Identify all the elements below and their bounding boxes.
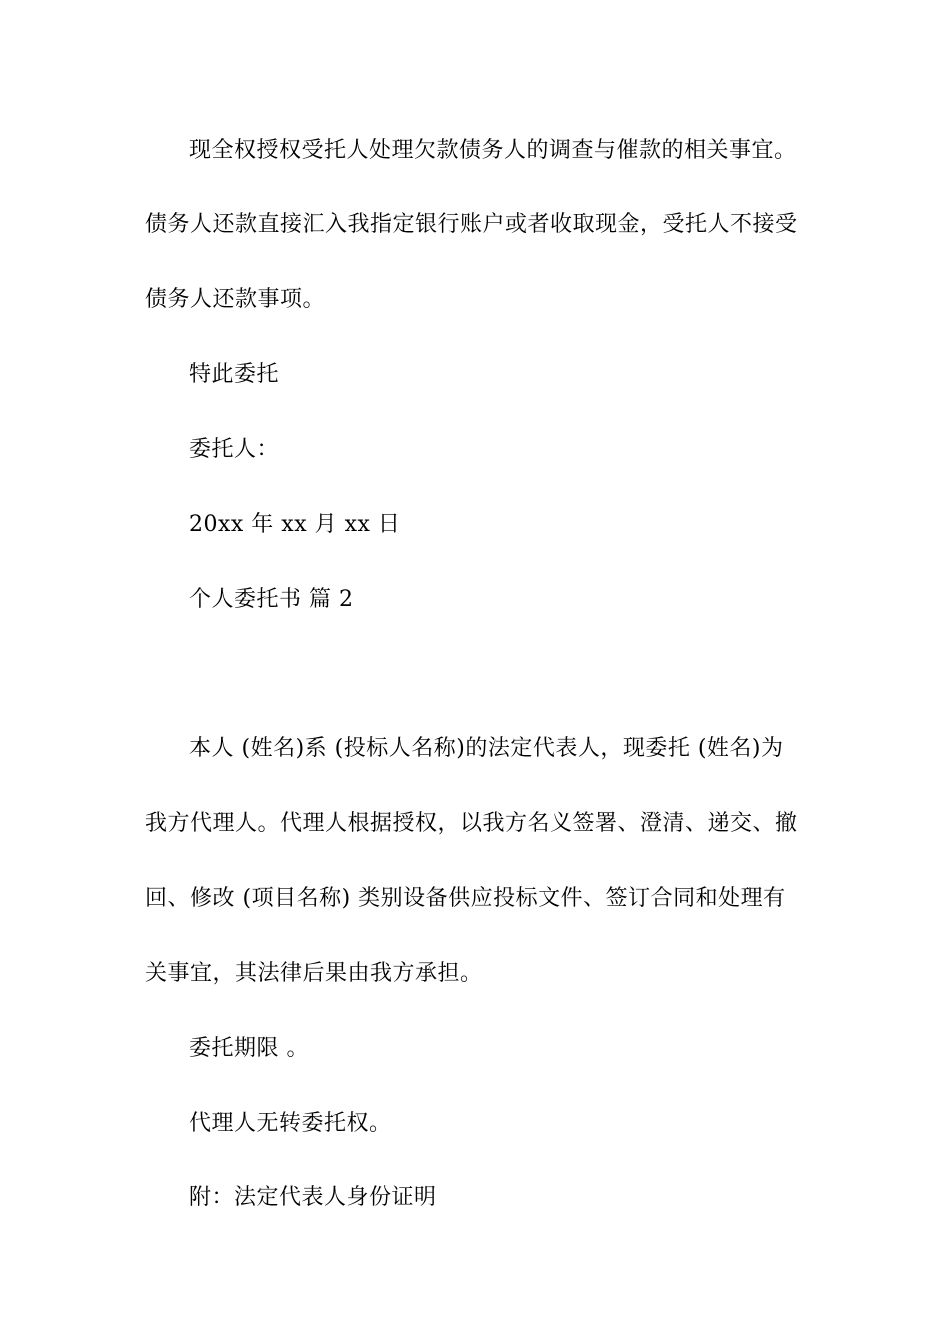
paragraph-representative-line-3: 回、修改 (项目名称) 类别设备供应投标文件、签订合同和处理有: [145, 886, 786, 911]
paragraph-authorization-line-3: 债务人还款事项。: [145, 287, 326, 312]
date-line: 20xx 年 xx 月 xx 日: [189, 512, 401, 537]
attachment-note: 附：法定代表人身份证明: [189, 1185, 437, 1210]
paragraph-authorization-line-2: 债务人还款直接汇入我指定银行账户或者收取现金，受托人不接受: [145, 212, 798, 237]
entrustment-period: 委托期限 。: [189, 1036, 309, 1061]
no-subdelegation-clause: 代理人无转委托权。: [189, 1111, 392, 1136]
section-heading: 个人委托书 篇 2: [189, 587, 354, 612]
paragraph-representative-line-2: 我方代理人。代理人根据授权，以我方名义签署、澄清、递交、撤: [145, 811, 798, 836]
closing-phrase: 特此委托: [189, 362, 280, 387]
paragraph-representative-line-4: 关事宜，其法律后果由我方承担。: [145, 961, 483, 986]
paragraph-representative-line-1: 本人 (姓名)系 (投标人名称)的法定代表人，现委托 (姓名)为: [189, 736, 784, 761]
principal-label: 委托人：: [189, 437, 280, 462]
paragraph-authorization-line-1: 现全权授权受托人处理欠款债务人的调查与催款的相关事宜。: [189, 138, 797, 163]
